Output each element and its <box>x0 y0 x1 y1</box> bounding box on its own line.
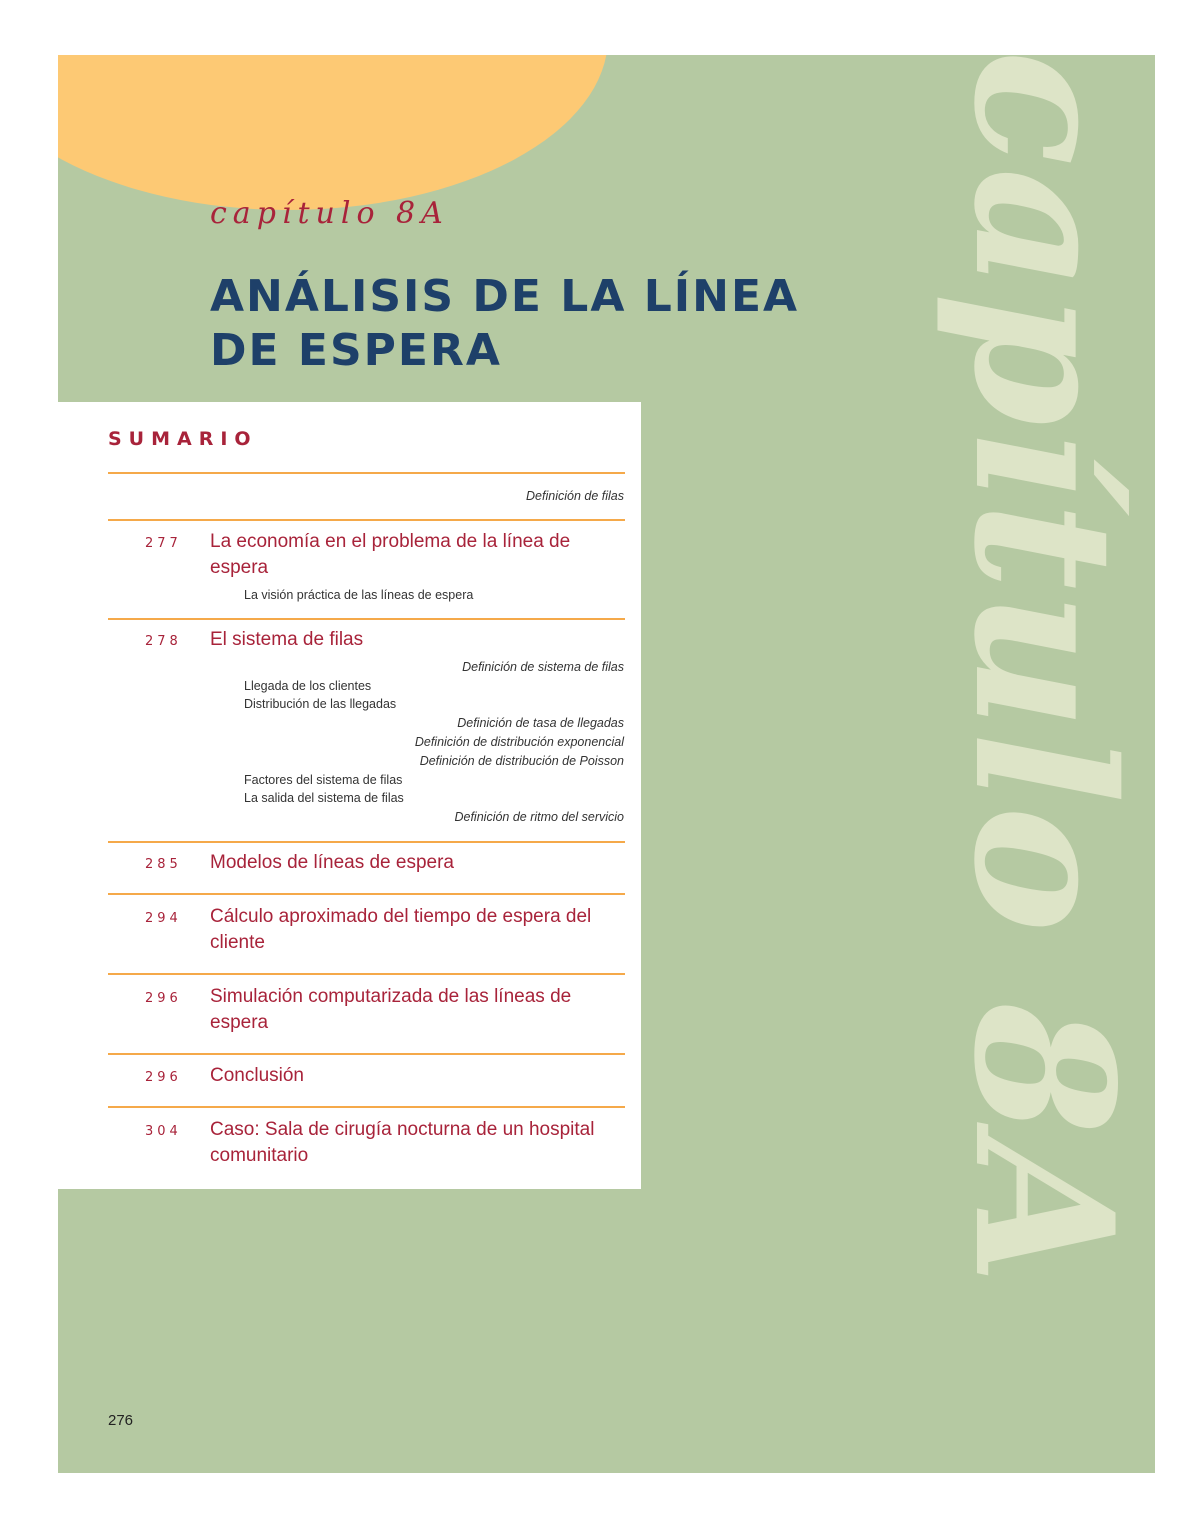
subsection-item: Distribución de las llegadas <box>244 697 397 711</box>
subsection-item: La salida del sistema de filas <box>244 791 404 805</box>
chapter-label: capítulo 8A <box>210 196 449 231</box>
definition-item: Definición de sistema de filas <box>462 660 624 674</box>
chapter-title-line-2: DE ESPERA <box>210 325 502 376</box>
definition-item: Definición de distribución exponencial <box>414 735 624 749</box>
definition-item: Definición de ritmo del servicio <box>454 810 624 824</box>
divider <box>108 973 625 975</box>
section-title: La economía en el problema de la línea de espera <box>210 531 571 578</box>
subsection-item: Llegada de los clientes <box>244 679 372 693</box>
page-number-footer: 276 <box>108 1412 134 1429</box>
section-page-number: 294 <box>145 911 182 926</box>
decorative-circle <box>58 55 608 210</box>
section-title: Simulación computarizada de las líneas de espera <box>210 986 572 1033</box>
chapter-watermark: capítulo 8A <box>932 50 1155 1287</box>
divider <box>108 519 625 521</box>
section-page-number: 285 <box>145 857 182 872</box>
subsection-item: La visión práctica de las líneas de espera <box>244 588 474 602</box>
section-page-number: 296 <box>145 1070 182 1085</box>
section-title: Conclusión <box>210 1065 304 1086</box>
definition-item: Definición de distribución de Poisson <box>419 754 624 768</box>
divider <box>108 618 625 620</box>
section-page-number: 304 <box>145 1124 182 1139</box>
definition-item: Definición de filas <box>526 489 624 503</box>
section-page-number: 278 <box>145 634 182 649</box>
section-page-number: 296 <box>145 991 182 1006</box>
definition-item: Definición de tasa de llegadas <box>457 716 624 730</box>
section-title: El sistema de filas <box>210 629 364 650</box>
subsection-item: Factores del sistema de filas <box>244 773 403 787</box>
section-title: Cálculo aproximado del tiempo de espera del cliente <box>210 906 592 953</box>
section-title: Modelos de líneas de espera <box>210 852 454 873</box>
sumario-heading: SUMARIO <box>108 428 258 450</box>
divider <box>108 893 625 895</box>
chapter-title <box>210 270 910 378</box>
divider <box>108 472 625 474</box>
divider <box>108 1106 625 1108</box>
divider <box>108 841 625 843</box>
section-title: Caso: Sala de cirugía nocturna de un hospital comunitario <box>210 1119 595 1166</box>
section-page-number: 277 <box>145 536 182 551</box>
chapter-title-line-1: ANÁLISIS DE LA LÍNEA <box>210 271 800 322</box>
divider <box>108 1053 625 1055</box>
